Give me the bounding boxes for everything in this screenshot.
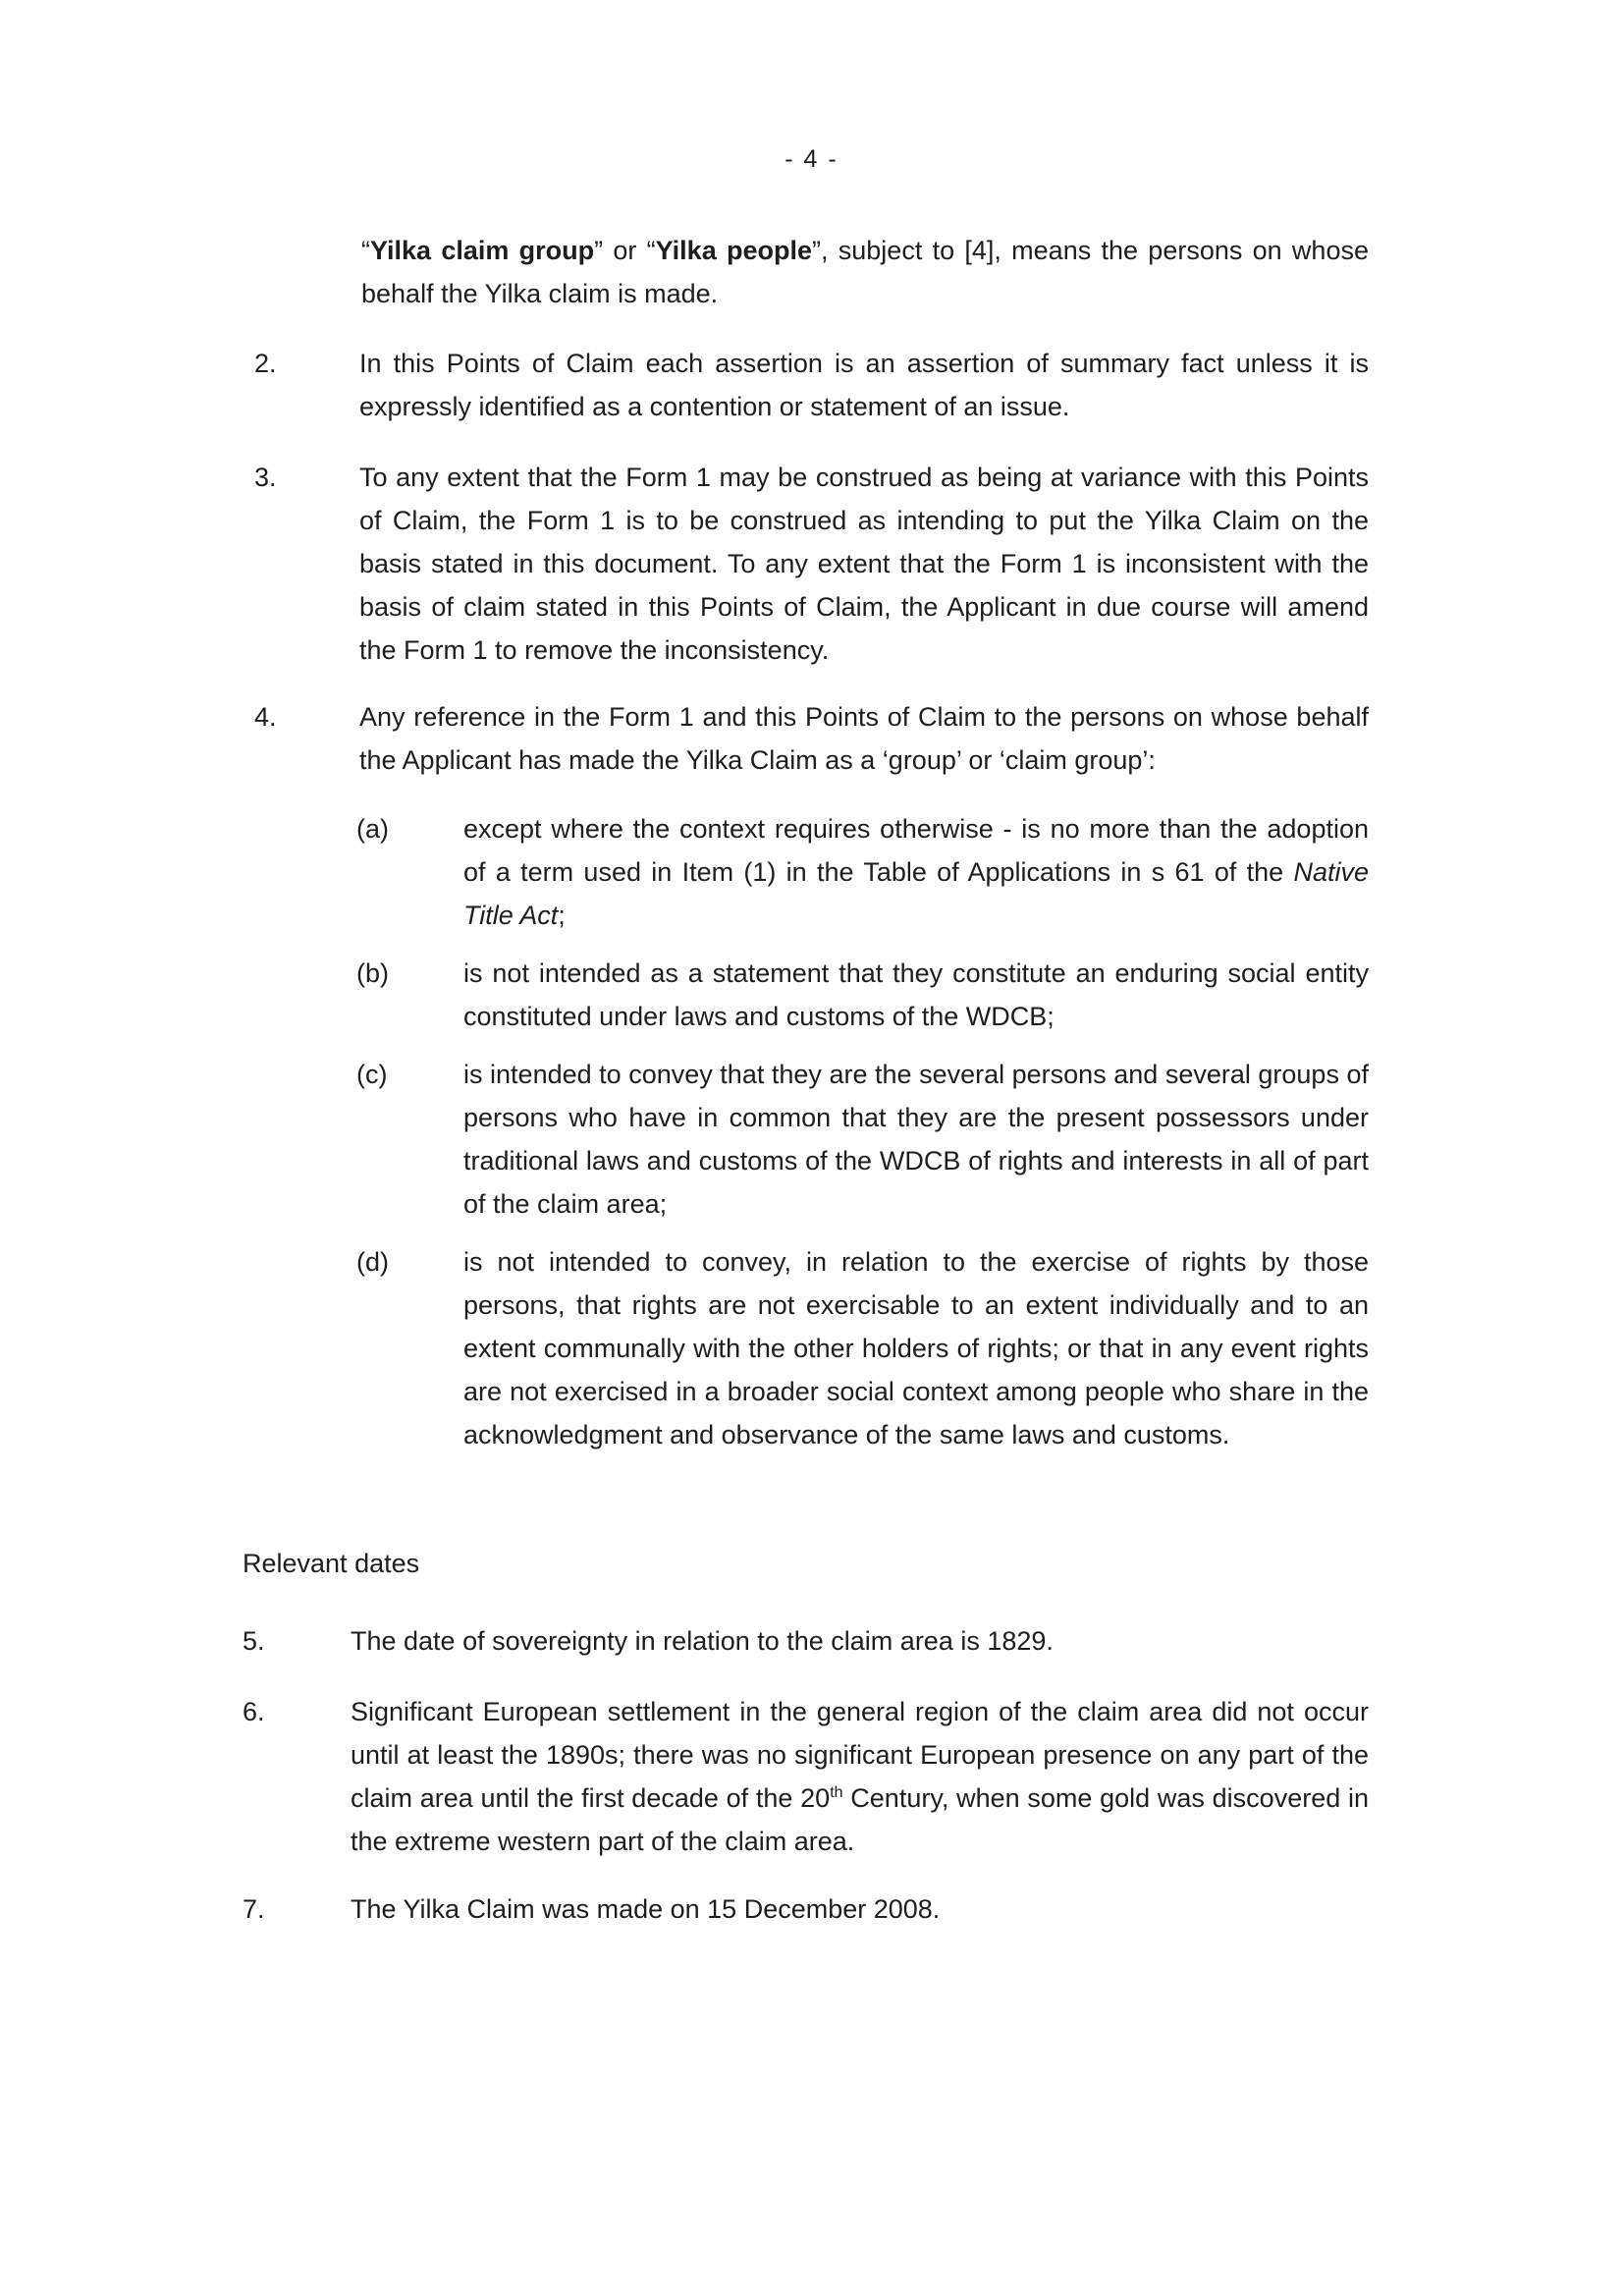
paragraph-number: 5. xyxy=(243,1626,265,1656)
subitem-label: (d) xyxy=(356,1247,389,1277)
subitem-text-start: except where the context requires otherwise - is no more than the adoption of a term used in Item (1) in the Table of Applications in s 61 of the xyxy=(463,814,1369,887)
paragraph-text: Any reference in the Form 1 and this Points of Claim to the persons on whose behalf the Applicant has made the Yilka Claim as a ‘group’ or ‘claim group’: xyxy=(359,702,1369,775)
subitem-text: is not intended as a statement that they constitute an enduring social entity constituted under laws and customs of the WDCB; xyxy=(463,958,1369,1031)
section-heading: Relevant dates xyxy=(243,1549,420,1578)
ordinal-suffix: th xyxy=(830,1784,843,1801)
paragraph-text xyxy=(351,1690,1369,1863)
subitem-text-end: ; xyxy=(558,901,566,930)
paragraph-text: In this Points of Claim each assertion is an assertion of summary fact unless it is expressly identified as a contention or statement of an issue. xyxy=(359,349,1369,421)
paragraph-text-start: Significant European settlement in the general region of the claim area did not occur until at least the 1890s; there was no significant European presence on any part of the claim area until the first decade of the 20 xyxy=(351,1697,1369,1813)
subitem-text: is intended to convey that they are the several persons and several groups of persons who have in common that they are the present possessors under traditional laws and customs of the WDCB of rights and interests in all of part of the claim area; xyxy=(463,1060,1369,1219)
defined-term-yilka-people: Yilka people xyxy=(655,236,812,265)
paragraph-text-end: Century, when some gold was discovered in the extreme western part of the claim area. xyxy=(351,1783,1369,1856)
subitem-text: is not intended to convey, in relation to the exercise of rights by those persons, that rights are not exercisable to an extent individually and to an extent communally with the other holders of rights; or that in any event rights are not exercised in a broader social context among people who share in the acknowledgment and observance of the same laws and customs. xyxy=(463,1247,1369,1449)
subitem-label: (a) xyxy=(356,814,389,844)
defined-term-yilka-claim-group: Yilka claim group xyxy=(370,236,595,265)
definition-text: ”, subject to [4], means the persons on whose behalf the Yilka claim is made. xyxy=(361,236,1369,308)
paragraph-text: The date of sovereignty in relation to the claim area is 1829. xyxy=(351,1626,1054,1656)
paragraph-text: The Yilka Claim was made on 15 December 2008. xyxy=(351,1894,941,1924)
definition-connector: ” or “ xyxy=(594,236,656,265)
subitem-label: (b) xyxy=(356,958,389,988)
paragraph-number: 7. xyxy=(243,1894,265,1924)
paragraph-number: 2. xyxy=(254,349,277,378)
definition-paragraph: “Yilka claim group” or “Yilka people”, subject to [4], means the persons on whose behalf the Yilka claim is made. xyxy=(361,236,1369,308)
subitem-text xyxy=(463,807,1369,937)
act-name: Native Title Act xyxy=(463,857,1369,930)
subitem-label: (c) xyxy=(356,1060,388,1089)
paragraph-number: 3. xyxy=(254,463,277,492)
paragraph-text: To any extent that the Form 1 may be construed as being at variance with this Points of Claim, the Form 1 is to be construed as intending to put the Yilka Claim on the basis stated in this document. To any extent that the Form 1 is inconsistent with the basis of claim stated in this Points of Claim, the Applicant in due course will amend the Form 1 to remove the inconsistency. xyxy=(359,463,1369,665)
page-number: - 4 - xyxy=(784,145,839,173)
paragraph-number: 4. xyxy=(254,702,277,732)
paragraph-number: 6. xyxy=(243,1697,265,1726)
